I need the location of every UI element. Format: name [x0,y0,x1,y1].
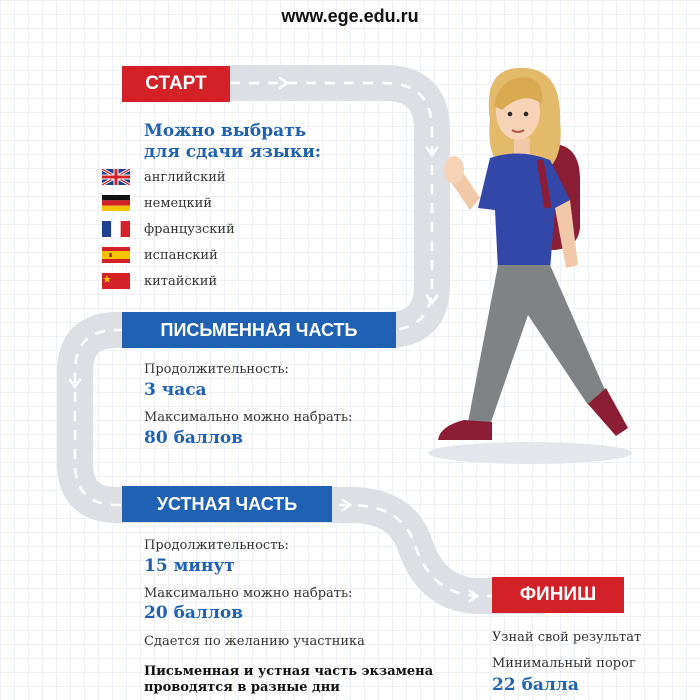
finish-result-label: Узнай свой результат [492,630,642,645]
language-item-chinese [102,270,235,292]
language-label: французский [144,221,235,237]
start-banner: СТАРТ [122,66,230,102]
oral-part-banner: УСТНАЯ ЧАСТЬ [122,486,332,522]
language-item-english [102,166,235,188]
china-flag-icon [102,273,130,289]
oral-max-label: Максимально можно набрать: [144,586,353,601]
language-item-french [102,218,235,240]
spain-flag-icon [102,247,130,263]
written-duration-value: 3 часа [144,380,207,400]
oral-max-value: 20 баллов [144,603,244,623]
language-item-spanish [102,244,235,266]
language-label: немецкий [144,195,212,211]
separate-days-note: Письменная и устная часть экзамена проводятся в разные дни [144,664,434,695]
language-label: английский [144,169,226,185]
written-max-label: Максимально можно набрать: [144,410,353,425]
finish-banner: ФИНИШ [492,577,624,613]
language-label: китайский [144,273,218,289]
germany-flag-icon [102,195,130,211]
girl-illustration [420,60,650,470]
language-item-german [102,192,235,214]
written-duration-label: Продолжительность: [144,362,289,377]
uk-flag-icon [102,169,130,185]
finish-threshold-label: Минимальный порог [492,656,636,671]
finish-threshold-value: 22 балла [492,675,579,695]
written-part-banner: ПИСЬМЕННАЯ ЧАСТЬ [122,312,396,348]
france-flag-icon [102,221,130,237]
languages-list [102,166,235,292]
site-url[interactable]: www.ege.edu.ru [281,6,419,26]
oral-optional-note: Сдается по желанию участника [144,634,365,649]
languages-heading: Можно выбрать для сдачи языки: [144,121,322,162]
language-label: испанский [144,247,218,263]
oral-duration-value: 15 минут [144,556,235,576]
oral-duration-label: Продолжительность: [144,538,289,553]
written-max-value: 80 баллов [144,428,244,448]
